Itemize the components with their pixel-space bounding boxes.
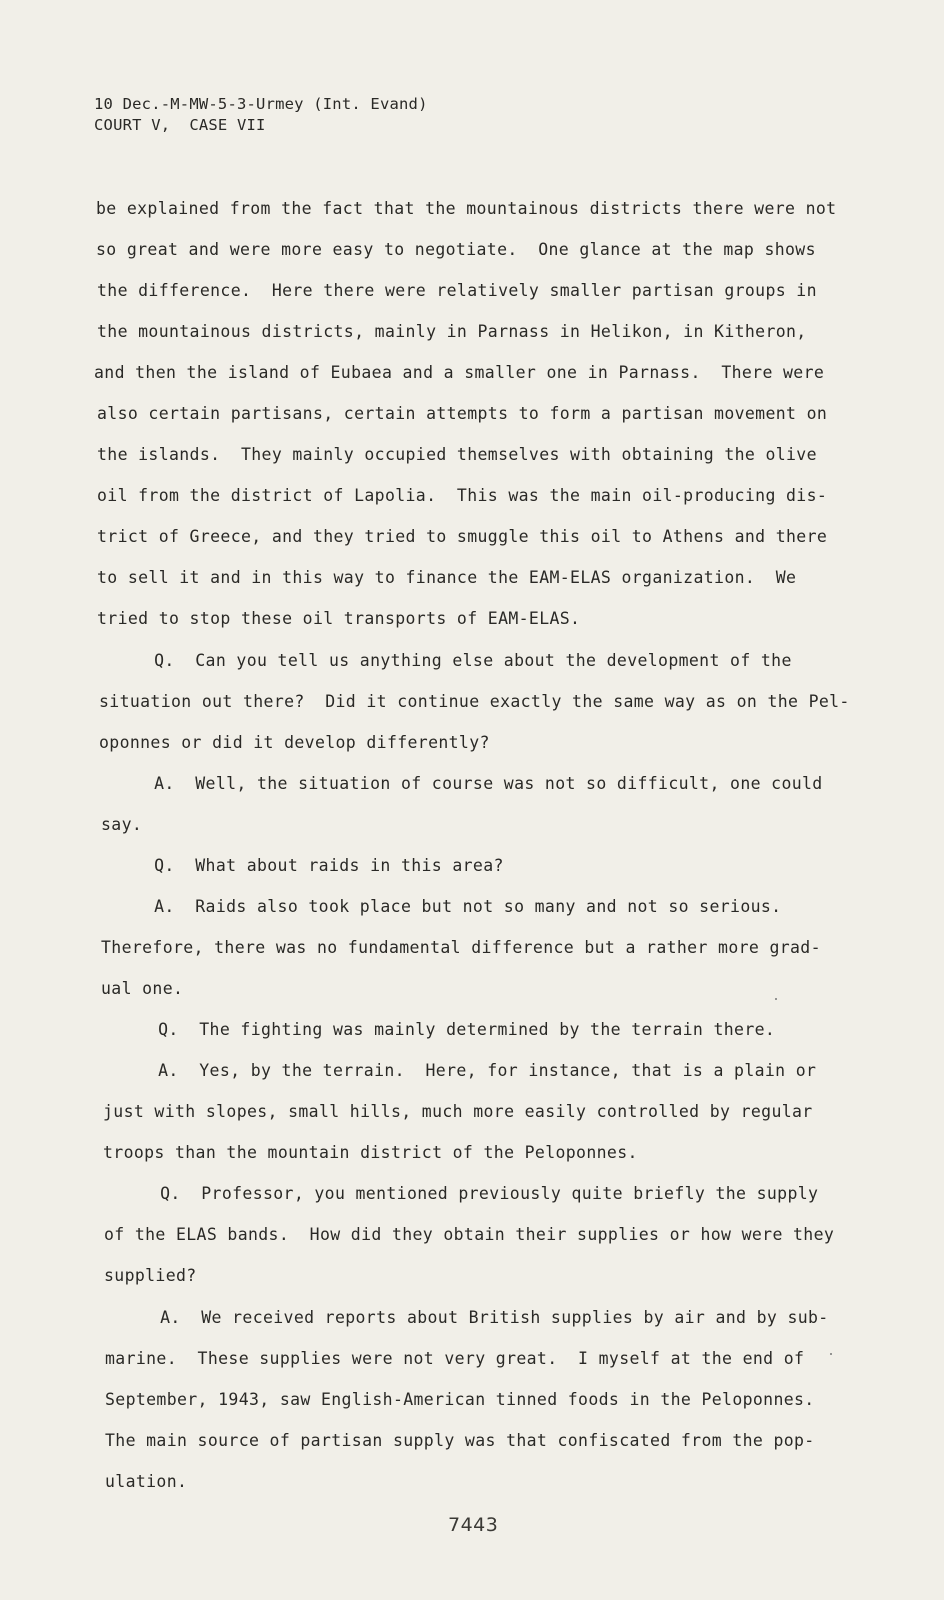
body-line: marine. These supplies were not very great. I myself at the end of: [105, 1349, 805, 1368]
body-line: the islands. They mainly occupied themselves with obtaining the olive: [97, 445, 817, 464]
body-line: tried to stop these oil transports of EAM-ELAS.: [97, 609, 581, 628]
body-line: Q. The fighting was mainly determined by the terrain there.: [117, 1020, 776, 1039]
body-line: trict of Greece, and they tried to smuggle this oil to Athens and there: [97, 527, 828, 546]
document-header: [94, 94, 428, 136]
body-line: the mountainous districts, mainly in Parnass in Helikon, in Kitheron,: [97, 322, 807, 341]
body-line: A. We received reports about British supplies by air and by sub-: [119, 1308, 829, 1327]
body-line: A. Yes, by the terrain. Here, for instance, that is a plain or: [117, 1061, 817, 1080]
page-number: 7443: [448, 1514, 499, 1536]
body-line: say.: [101, 815, 143, 834]
body-line: to sell it and in this way to finance the EAM-ELAS organization. We: [97, 568, 797, 587]
body-line: just with slopes, small hills, much more easily controlled by regular: [103, 1102, 813, 1121]
body-line: situation out there? Did it continue exactly the same way as on the Pel-: [99, 692, 850, 711]
body-line: be explained from the fact that the mountainous districts there were not: [96, 199, 837, 218]
body-line: oil from the district of Lapolia. This was the main oil-producing dis-: [97, 486, 828, 505]
paper-speck: [830, 1353, 832, 1355]
body-line: the difference. Here there were relatively smaller partisan groups in: [97, 281, 817, 300]
body-line: A. Raids also took place but not so many and not so serious.: [113, 897, 782, 916]
body-line: ulation.: [105, 1472, 188, 1491]
body-line: of the ELAS bands. How did they obtain their supplies or how were they: [104, 1225, 835, 1244]
body-line: so great and were more easy to negotiate. One glance at the map shows: [96, 240, 816, 259]
body-line: The main source of partisan supply was that confiscated from the pop-: [105, 1431, 815, 1450]
body-line: Q. What about raids in this area?: [113, 856, 504, 875]
body-line: also certain partisans, certain attempts to form a partisan movement on: [97, 404, 828, 423]
body-line: Q. Can you tell us anything else about the development of the: [113, 651, 792, 670]
body-line: Q. Professor, you mentioned previously quite briefly the supply: [119, 1184, 819, 1203]
body-line: troops than the mountain district of the Peloponnes.: [103, 1143, 638, 1162]
body-line: September, 1943, saw English-American tinned foods in the Peloponnes.: [105, 1390, 815, 1409]
body-line: supplied?: [104, 1266, 197, 1285]
paper-speck: [775, 998, 777, 1000]
header-line-court-case: COURT V, CASE VII: [94, 116, 266, 134]
body-line: and then the island of Eubaea and a smaller one in Parnass. There were: [94, 363, 825, 382]
body-line: oponnes or did it develop differently?: [99, 733, 490, 752]
body-line: ual one.: [101, 979, 184, 998]
header-line-reference: 10 Dec.-M-MW-5-3-Urmey (Int. Evand): [94, 95, 428, 113]
body-line: A. Well, the situation of course was not so difficult, one could: [113, 774, 823, 793]
body-line: Therefore, there was no fundamental difference but a rather more grad-: [101, 938, 821, 957]
